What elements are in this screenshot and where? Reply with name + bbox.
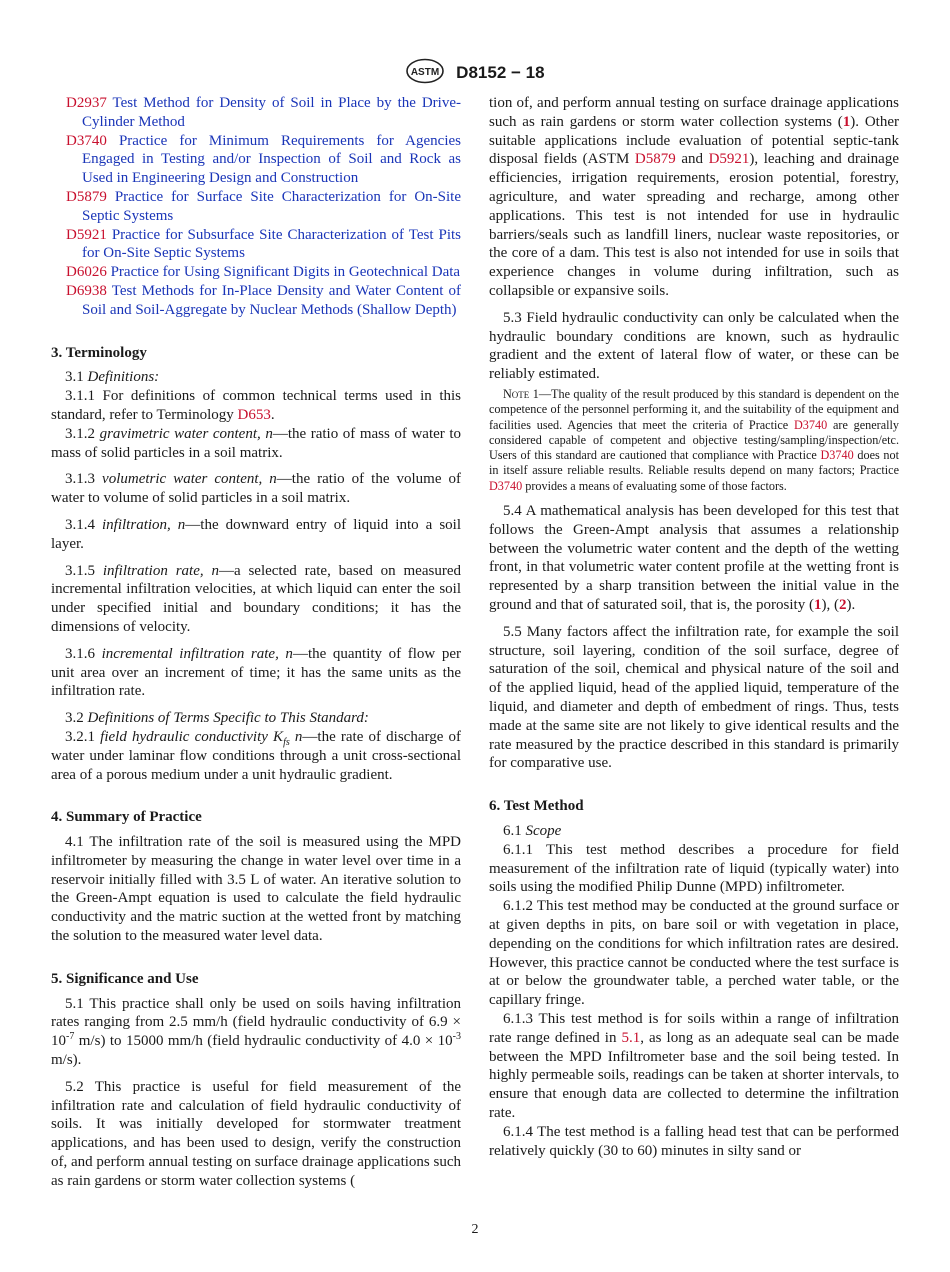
paragraph-5-2: 5.2 This practice is useful for field measurement of the infiltration rate and calculation of field hydraulic conductivity of soils. It was initially developed for stormwater treatment applications, and has been used to design, verify the construction of, and perform annual testing on surface drainage applications such as rain gardens or storm water collection systems ( — [51, 1078, 461, 1189]
citation-link[interactable]: 1 — [842, 113, 851, 130]
reference-title[interactable]: Practice for Surface Site Characterization for On-Site Septic Systems — [82, 188, 462, 224]
paragraph: 6.1.3 This test method is for soils within a range of infiltration rate range defined in 5.1, as long as an adequate seal can be made between the MPD Infiltrometer base and the soil being tested. In highly permeable soils, readings can be taken at shorter intervals, to ensure that enough data are collected to determine the infiltration rate. — [489, 1010, 900, 1121]
d3740-link[interactable]: D3740 — [820, 448, 854, 463]
reference-item — [51, 94, 461, 132]
reference-code-link[interactable]: D5921 — [66, 226, 107, 243]
reference-item — [51, 282, 461, 320]
reference-title[interactable]: Practice for Subsurface Site Characterization of Test Pits for On-Site Septic Systems — [82, 226, 461, 262]
astm-logo-icon — [405, 58, 445, 89]
d5921-link[interactable]: D5921 — [708, 151, 750, 168]
reference-list — [51, 94, 461, 320]
reference-title[interactable]: Practice for Minimum Requirements for Agencies Engaged in Testing and/or Inspection of Soil and Rock as Used in Engineering Design and Construction — [82, 132, 461, 187]
reference-title[interactable]: Test Methods for In-Place Density and Water Content of Soil and Soil-Aggregate by Nuclear Methods (Shallow Depth) — [82, 282, 462, 318]
paragraph: 3.2 Definitions of Terms Specific to This Standard: — [65, 710, 369, 727]
reference-code-link[interactable]: D6938 — [66, 282, 107, 299]
reference-title[interactable]: Test Method for Density of Soil in Place by the Drive-Cylinder Method — [82, 95, 461, 130]
paragraph: 5.4 A mathematical analysis has been developed for this test that follows the Green-Ampt analysis that assumes a relationship between the volumetric water content and the depth of the wetting front, in that volumetric water content profile at the wetting front is represented by a sharp transition between the initial value in the ground and that of saturated soil, that is, the porosity (1), (2). — [489, 503, 899, 614]
page-number: 2 — [471, 1222, 479, 1237]
citation-link[interactable]: 1 — [813, 597, 822, 614]
reference-title[interactable]: Practice for Using Significant Digits in Geotechnical Data — [110, 264, 461, 281]
reference-item — [51, 132, 461, 188]
paragraph: 6.1 Scope — [503, 822, 562, 839]
paragraph: 3.1.4 infiltration, n—the downward entry of liquid into a soil layer. — [51, 516, 461, 552]
paragraph: 3.2.1 field hydraulic conductivity $K_{fs}$ n—the rate of discharge of water under laminar flow conditions through a unit cross-sectional area of a porous medium under a unit hydraulic gradient. — [51, 728, 462, 783]
section-heading: 5. Significance and Use — [51, 970, 199, 987]
paragraph: 6.1.4 The test method is a falling head test that can be performed relatively quickly (30 to 60) minutes in silty sand or — [489, 1123, 899, 1159]
paragraph: 5.5 Many factors affect the infiltration rate, for example the soil structure, soil layering, condition of the soil surface, degree of saturation of the soil, chemical and physical nature of the soil and of the applied liquid, head of the applied liquid, temperature of the liquid, and diameter and depth of embedment of rings. Thus, tests made at the same site are not likely to give identical results and the rate measured by the practice described in this standard is primarily for comparative use. — [489, 623, 899, 772]
reference-item — [51, 226, 461, 264]
paragraph: 4.1 The infiltration rate of the soil is measured using the MPD infiltrometer by measuring the change in water level over time in a reservoir initially filled with 3.5 L of water. An iterative solution to the Green-Ampt equation is used to calculate the field hydraulic conductivity and the matric suction at the wetted front by matching the solution to the measured water level data. — [51, 834, 461, 945]
paragraph: 3.1.5 infiltration rate, n—a selected rate, based on measured incremental infiltration velocities, at which liquid can enter the soil under specified initial and boundary conditions; it has the dimensions of velocity. — [51, 562, 461, 635]
reference-code-link[interactable]: D6026 — [66, 264, 107, 281]
reference-code-link[interactable]: D3740 — [66, 132, 107, 149]
reference-code-link[interactable]: D5879 — [66, 188, 107, 205]
section-5-1-link[interactable]: 5.1 — [621, 1029, 641, 1046]
section-heading: 3. Terminology — [51, 344, 147, 361]
d5879-link[interactable]: D5879 — [634, 151, 676, 168]
citation-link[interactable]: 2 — [838, 597, 847, 614]
reference-item — [51, 188, 461, 226]
paragraph-5-2-continued: tion of, and perform annual testing on surface drainage applications such as rain gardens or storm water collection systems (1). Other suitable applications include evaluation of potential septic-tank disposal fields (ASTM D5879 and D5921), leaching and drainage efficiencies, irrigation requirements, erosion potential, forestry, agriculture, and water spreading and recharge, among other applications. This test is not intended for use in hydraulic barriers/seals such as landfill liners, nuclear waste repositories, or the core of a dam. This test is also not intended for use in soils that experience changes in volume during infiltration, such as collapsible or expansive soils. — [489, 95, 899, 299]
note: Note 1—The quality of the result produced by this standard is dependent on the competence of the personnel performing it, and the suitability of the equipment and facilities used. Agencies that meet the criteria of Practice D3740 are generally considered capable of competent and objective testing/sampling/inspection/etc. Users of this standard are cautioned that compliance with Practice D3740 does not in itself assure reliable results. Reliable results depend on many factors; Practice D3740 provides a means of evaluating some of those factors. — [489, 386, 900, 493]
page-header — [0, 58, 950, 89]
designation: D8152 − 18 — [456, 62, 545, 82]
right-column — [489, 94, 899, 1160]
paragraph: 6.1.2 This test method may be conducted at the ground surface or at given depths in pits, on bare soil or with vegetation in place, depending on the conditions for which infiltration rates are desired. However, this practice cannot be conducted where the test surface is at or below the groundwater table, a perched water table, or the capillary fringe. — [489, 898, 899, 1009]
section-heading: 4. Summary of Practice — [51, 809, 202, 826]
paragraph: 5.1 This practice shall only be used on soils having infiltration rates ranging from 2.5 mm/h (field hydraulic conductivity of $6.9 \times 10^{-7}$ m/s) to 15000 mm/h (field hydraulic conductivity of $4.0 \times 10^{-3}$ m/s). — [51, 995, 461, 1069]
paragraph: 3.1.2 gravimetric water content, n—the ratio of mass of water to mass of solid particles in a soil matrix. — [51, 425, 462, 461]
svg-text:ASTM: ASTM — [411, 67, 440, 78]
section-heading: 6. Test Method — [489, 798, 584, 815]
paragraph: 5.3 Field hydraulic conductivity can only be calculated when the hydraulic boundary conditions are known, such as hydraulic gradient and the extent of lateral flow of water, or these can be reliably estimated. — [489, 309, 899, 383]
paragraph: 3.1.6 incremental infiltration rate, n—the quantity of flow per unit area over an increment of time; it has the same units as the infiltration rate. — [51, 645, 461, 700]
d653-link[interactable]: D653 — [237, 406, 271, 423]
left-column — [51, 94, 462, 1189]
paragraph: 3.1 Definitions: — [65, 369, 160, 386]
paragraph: 6.1.1 This test method describes a procedure for field measurement of the infiltration rate of liquid (typically water) into soils using the modified Philip Dunne (MPD) infiltrometer. — [489, 841, 899, 896]
reference-item — [51, 263, 461, 282]
paragraph: 3.1.1 For definitions of common technical terms used in this standard, refer to Terminology D653. — [51, 388, 461, 423]
d3740-link[interactable]: D3740 — [489, 478, 523, 493]
d3740-link[interactable]: D3740 — [793, 417, 828, 432]
paragraph: 3.1.3 volumetric water content, n—the ratio of the volume of water to volume of solid particles in a soil matrix. — [51, 471, 462, 507]
reference-code-link[interactable]: D2937 — [66, 95, 107, 111]
